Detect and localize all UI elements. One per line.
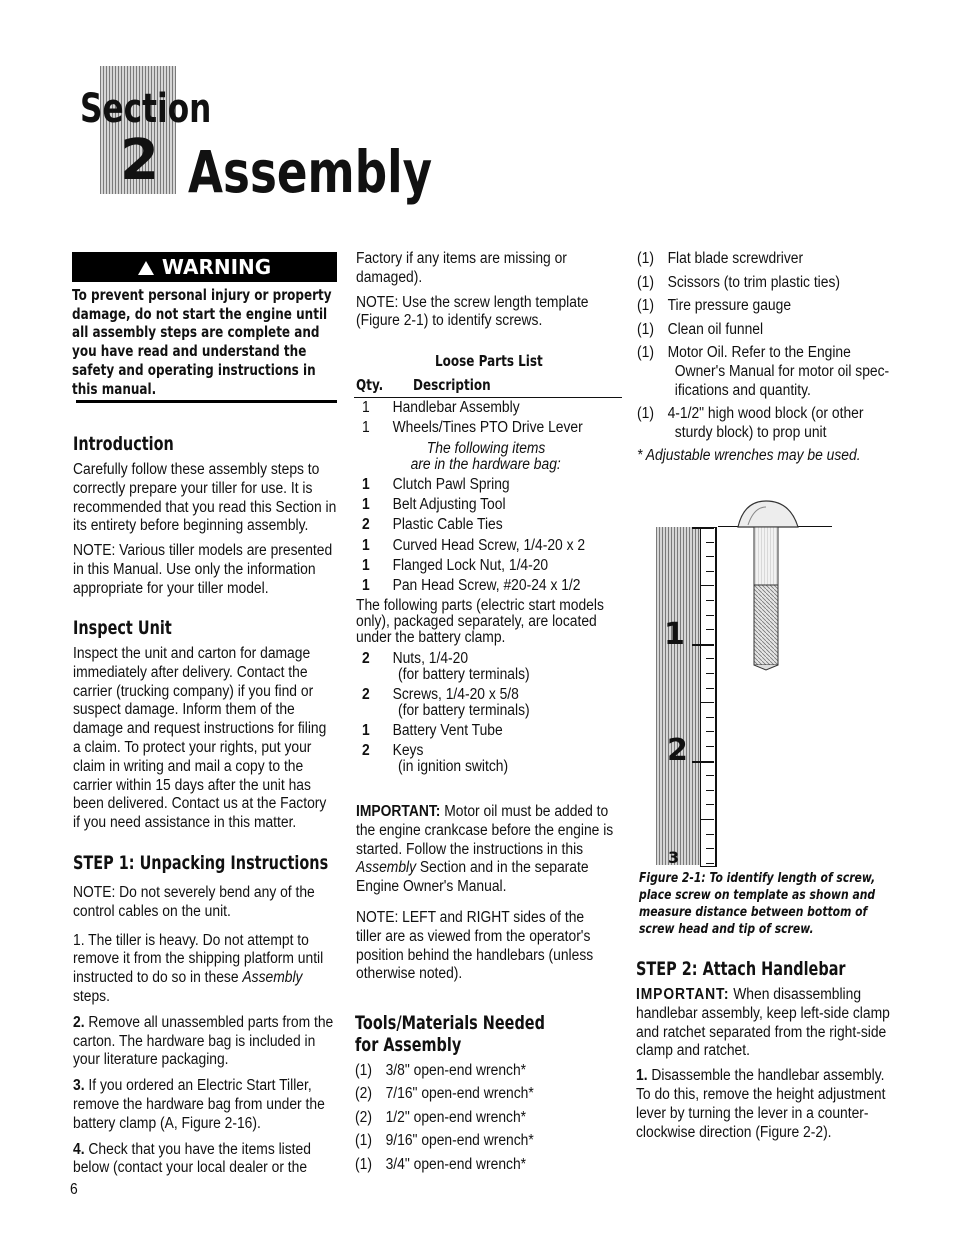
step1-item-3: 3. If you ordered an Electric Start Tiller, remove the hardware bag from under the battery clamp (A, Figure 2-16). <box>73 1077 325 1132</box>
ruler-tick <box>706 629 714 630</box>
tool-row: (1) Clean oil funnel <box>637 321 764 338</box>
hardware-note-2: are in the hardware bag: <box>410 456 561 473</box>
step2-item-1: 1. Disassemble the handlebar assembly. To do this, remove the height adjustment lever by turning the lever in a counter-clockwise direction (Figure 2-2). <box>636 1067 886 1141</box>
tool-row-cont: ifications and quantity. <box>674 382 811 399</box>
loose-parts-title: Loose Parts List <box>435 352 543 370</box>
ruler-tick <box>692 644 714 646</box>
inspect-unit-body <box>73 645 337 839</box>
ruler-tick <box>700 585 714 586</box>
figure-2-1-caption: Figure 2-1: To identify length of screw, place screw on template as shown and measure distance between bottom of screw head and tip of screw. <box>639 870 876 937</box>
page-title: Assembly <box>188 138 433 206</box>
ruler-tick <box>706 731 714 732</box>
ruler-tick <box>692 527 714 529</box>
ruler-tick <box>706 775 714 776</box>
ruler-tick <box>706 790 714 791</box>
electric-row-sub: (for battery terminals) <box>398 666 530 683</box>
ruler-tick <box>706 688 714 689</box>
tools-heading-2: for Assembly <box>355 1034 462 1056</box>
template-ruler-edge <box>700 527 717 867</box>
screw-icon <box>734 497 814 672</box>
ruler-tick <box>706 804 714 805</box>
ruler-tick <box>692 761 714 763</box>
electric-start-note: The following parts (electric start models only), packaged separately, are located under the battery clamp. <box>356 597 604 646</box>
hardware-row: 1 Clutch Pawl Spring <box>362 476 510 493</box>
template-note: NOTE: Use the screw length template (Figure 2-1) to identify screws. <box>356 293 589 330</box>
hardware-row: 2 Plastic Cable Ties <box>362 516 503 533</box>
step2-important: IMPORTANT: When disassembling handlebar assembly, keep left-side clamp and ratchet separated from the right-side clamp and ratchet. <box>636 986 890 1060</box>
introduction-p1: Carefully follow these assembly steps to correctly prepare your tiller for use. It is recommended that you read this Section in its entirety before beginning assembly. <box>73 461 337 535</box>
electric-row: 2 Screws, 1/4-20 x 5/8 <box>362 686 519 703</box>
middle-intro <box>356 250 608 337</box>
warning-label: WARNING <box>161 255 272 279</box>
ruler-tick <box>706 717 714 718</box>
electric-row-sub: (in ignition switch) <box>398 758 509 775</box>
introduction-p2: NOTE: Various tiller models are presented in this Manual. Use only the information appropriate for your tiller model. <box>73 542 333 597</box>
parts-header-qty: Qty. <box>356 376 384 394</box>
hardware-row: 1 Belt Adjusting Tool <box>362 496 506 513</box>
important-oil: IMPORTANT: Motor oil must be added to the engine crankcase before the engine is started. Follow the instructions in this Assembly Section and in the separate Engine Owner's Manual. <box>356 803 614 896</box>
ruler-mark-1: 1 <box>664 617 685 652</box>
tools-list-right <box>637 250 898 450</box>
part-row: 1 Wheels/Tines PTO Drive Lever <box>362 419 583 436</box>
warning-bar <box>72 252 337 282</box>
ruler-tick <box>700 819 714 820</box>
ruler-tick <box>700 702 714 703</box>
warning-rule <box>76 400 337 403</box>
section-number: 2 <box>120 128 159 193</box>
ruler-mark-2: 2 <box>667 733 688 768</box>
section-label: Section <box>80 86 212 132</box>
electric-row: 1 Battery Vent Tube <box>362 722 503 739</box>
tool-row: (1) Flat blade screwdriver <box>637 250 804 267</box>
tool-row: (1) 3/8" open-end wrench* <box>355 1062 527 1079</box>
ruler-tick <box>706 542 714 543</box>
ruler-mark-3: 3 <box>668 851 680 865</box>
template-ruler-strip <box>656 527 700 865</box>
electric-parts-list <box>362 650 623 790</box>
hardware-note-1: The following items <box>426 440 546 457</box>
step1-item-2: 2. Remove all unassembled parts from the carton. The hardware bag is included in your literature packaging. <box>73 1013 334 1069</box>
electric-row-sub: (for battery terminals) <box>398 702 530 719</box>
ruler-tick <box>706 848 714 849</box>
inspect-unit-p1: Inspect the unit and carton for damage immediately after delivery. Contact the carrier (trucking company) if you find or suspect damage. Inform them of the damage and request instructions for filing a claim. To protect your rights, put your claim in writing and mail a copy to the carrier within 15 days after the unit has been delivered. Contact us at the Factory if you need assistance in this matter. <box>73 645 327 832</box>
ruler-tick <box>706 556 714 557</box>
step1-note: NOTE: Do not severely bend any of the control cables on the unit. <box>73 884 315 920</box>
ruler-tick <box>706 658 714 659</box>
tool-row-cont: sturdy block) to prop unit <box>674 424 827 441</box>
warning-triangle-icon <box>138 261 154 275</box>
tool-row: (1) 9/16" open-end wrench* <box>355 1132 534 1149</box>
screw-template-figure <box>654 497 844 869</box>
step2-body <box>636 986 901 1148</box>
ruler-tick <box>706 834 714 835</box>
tool-row: (2) 1/2" open-end wrench* <box>355 1109 527 1126</box>
ruler-tick <box>706 673 714 674</box>
hardware-row: 1 Curved Head Screw, 1/4-20 x 2 <box>362 537 586 554</box>
tool-row: (1) 3/4" open-end wrench* <box>355 1156 527 1173</box>
warning-box <box>72 252 337 398</box>
tools-heading-1: Tools/Materials Needed <box>355 1012 545 1034</box>
introduction-heading: Introduction <box>73 433 174 455</box>
tool-row-cont: Owner's Manual for motor oil spec- <box>674 363 890 380</box>
tools-list-middle <box>355 1062 589 1182</box>
step1-item-4: 4. Check that you have the items listed below (contact your local dealer or the <box>73 1140 311 1177</box>
introduction-body <box>73 461 337 605</box>
hardware-row: 1 Pan Head Screw, #20-24 x 1/2 <box>362 577 581 594</box>
part-row: 1 Handlebar Assembly <box>362 399 520 416</box>
page-number: 6 <box>70 1181 78 1198</box>
ruler-tick <box>706 600 714 601</box>
step1-heading: STEP 1: Unpacking Instructions <box>73 852 329 874</box>
tool-row: (1) 4-1/2" high wood block (or other <box>637 405 864 422</box>
step1-item-1: 1. The tiller is heavy. Do not attempt to remove it from the shipping platform until instructed to do so in these Assembly steps. <box>73 931 324 1005</box>
sides-note: NOTE: LEFT and RIGHT sides of the tiller are as viewed from the operator's position behind the handlebars (unless otherwise noted). <box>356 909 594 983</box>
ruler-tick <box>706 571 714 572</box>
tool-row: (1) Tire pressure gauge <box>637 297 792 314</box>
electric-row: 2 Nuts, 1/4-20 <box>362 650 469 667</box>
tool-row: (1) Scissors (to trim plastic ties) <box>637 274 841 291</box>
warning-text: To prevent personal injury or property damage, do not start the engine until all assembly steps are complete and you have read and understand the safety and operating instructions in this manual. <box>72 286 332 398</box>
missing-items-text: Factory if any items are missing or damaged). <box>356 250 567 286</box>
step1-body <box>73 884 337 1184</box>
tool-row: (1) Motor Oil. Refer to the Engine <box>637 344 851 361</box>
ruler-tick <box>706 615 714 616</box>
inspect-unit-heading: Inspect Unit <box>73 617 172 639</box>
ruler-tick <box>706 863 714 864</box>
ruler-tick <box>706 746 714 747</box>
parts-header-description: Description <box>413 376 491 394</box>
tool-row: (2) 7/16" open-end wrench* <box>355 1085 534 1102</box>
adjustable-wrench-footnote: * Adjustable wrenches may be used. <box>637 447 861 464</box>
step2-heading: STEP 2: Attach Handlebar <box>636 958 846 980</box>
electric-row: 2 Keys <box>362 742 424 759</box>
hardware-row: 1 Flanged Lock Nut, 1/4-20 <box>362 557 549 574</box>
